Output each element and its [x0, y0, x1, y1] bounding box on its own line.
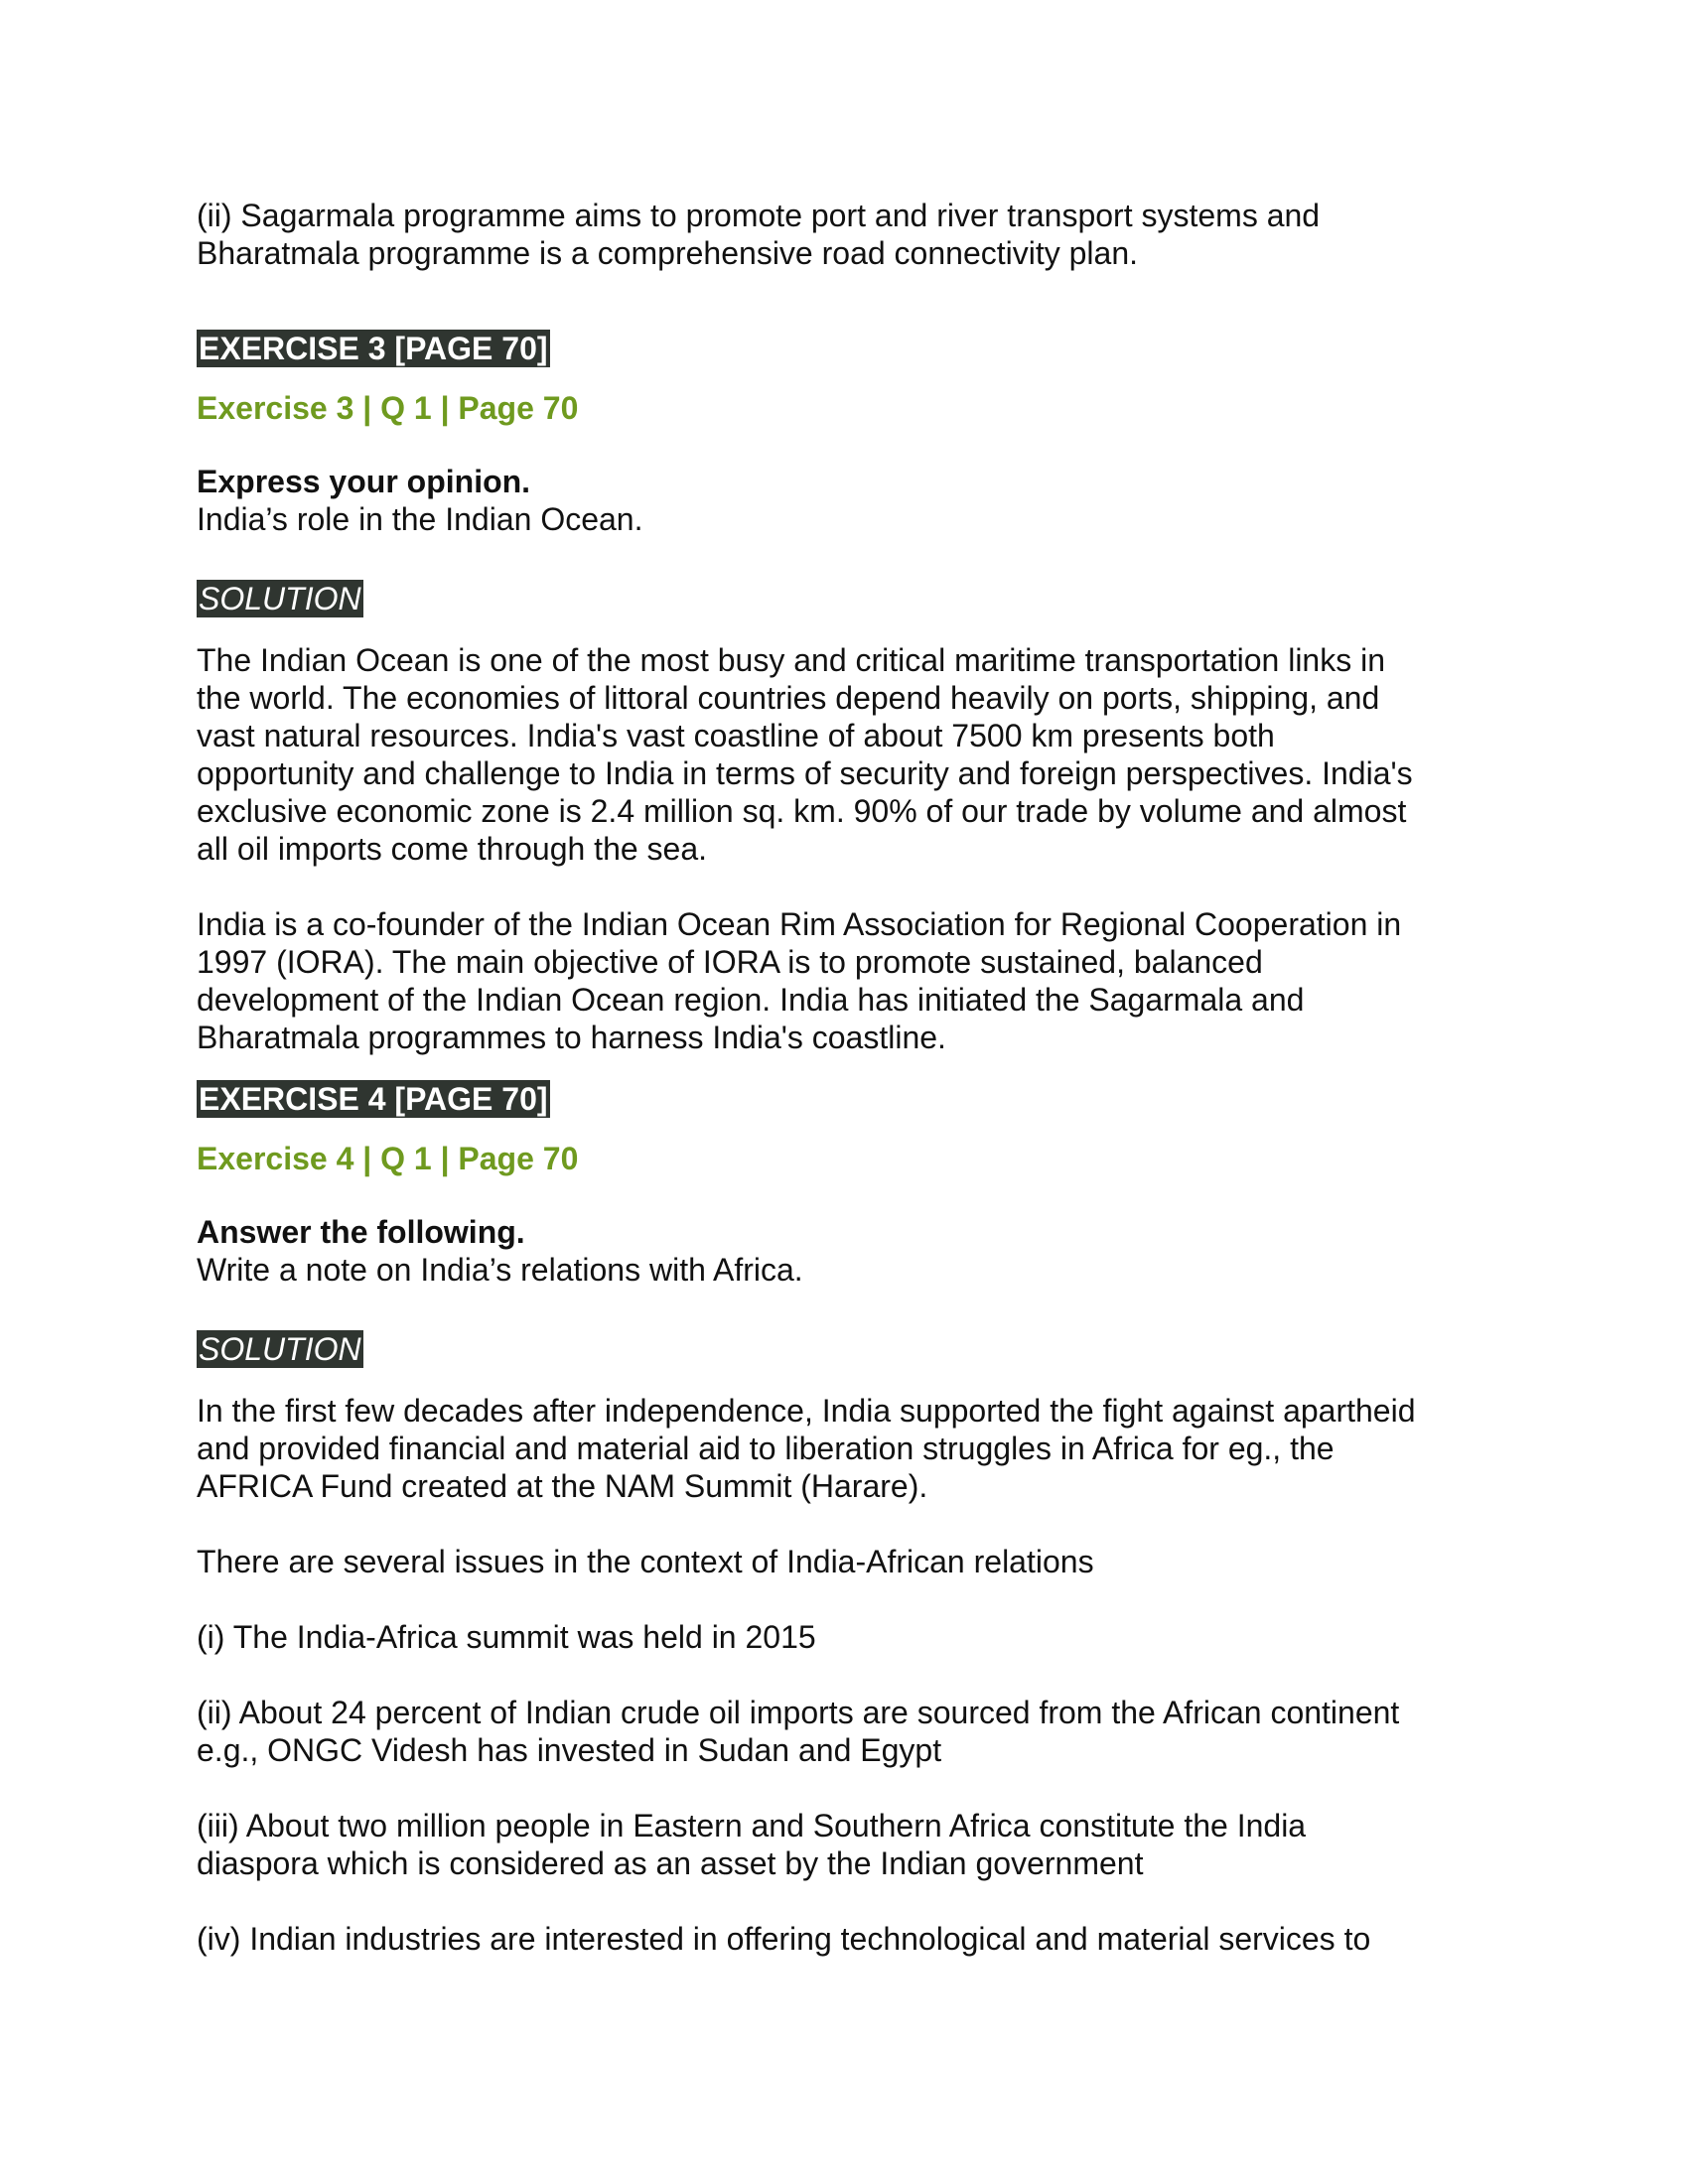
- question-reference: Exercise 3 | Q 1 | Page 70: [197, 390, 579, 426]
- exercise-header-label: EXERCISE 4 [PAGE 70]: [199, 1081, 548, 1117]
- text-line: (ii) Sagarmala programme aims to promote port and river transport systems and: [197, 198, 1321, 233]
- exercise-header-label: EXERCISE 3 [PAGE 70]: [199, 331, 548, 366]
- question-title: Express your opinion.: [197, 464, 531, 499]
- exercise-4-solution-para-2: [197, 1543, 1487, 1580]
- text-line: The Indian Ocean is one of the most busy and critical maritime transportation links in: [197, 642, 1386, 678]
- point-3: [197, 1807, 1487, 1882]
- exercise-4-header: [197, 1080, 1487, 1118]
- exercise-4-question: [197, 1213, 1487, 1289]
- exercise-3-solution-para-1: [197, 641, 1487, 868]
- point-4: [197, 1920, 1487, 1958]
- text-line: (iv) Indian industries are interested in offering technological and material services to: [197, 1921, 1371, 1957]
- solution-label: SOLUTION: [199, 1331, 361, 1367]
- solution-label: SOLUTION: [199, 581, 361, 616]
- text-line: (i) The India-Africa summit was held in 2015: [197, 1619, 816, 1655]
- text-line: 1997 (IORA). The main objective of IORA is to promote sustained, balanced: [197, 944, 1263, 980]
- question-text: Write a note on India’s relations with Africa.: [197, 1252, 803, 1288]
- text-line: There are several issues in the context of India-African relations: [197, 1544, 1094, 1579]
- exercise-4-reference: [197, 1140, 1487, 1177]
- top-paragraph: [197, 197, 1487, 272]
- exercise-4-solution-label: [197, 1330, 1487, 1368]
- text-line: and provided financial and material aid to liberation struggles in Africa for eg., the: [197, 1431, 1335, 1466]
- text-line: In the first few decades after independence, India supported the fight against apartheid: [197, 1393, 1416, 1429]
- text-line: e.g., ONGC Videsh has invested in Sudan and Egypt: [197, 1732, 942, 1768]
- text-line: India is a co-founder of the Indian Ocean Rim Association for Regional Cooperation in: [197, 906, 1402, 942]
- point-1: [197, 1618, 1487, 1656]
- text-line: Bharatmala programme is a comprehensive road connectivity plan.: [197, 235, 1139, 271]
- text-line: Bharatmala programmes to harness India's coastline.: [197, 1020, 946, 1055]
- text-line: diaspora which is considered as an asset by the Indian government: [197, 1845, 1144, 1881]
- text-line: AFRICA Fund created at the NAM Summit (Harare).: [197, 1468, 928, 1504]
- exercise-3-solution-label: [197, 580, 1487, 617]
- exercise-3-question: [197, 463, 1487, 538]
- text-line: (ii) About 24 percent of Indian crude oil imports are sourced from the African continent: [197, 1695, 1400, 1730]
- exercise-3-reference: [197, 389, 1487, 427]
- exercise-3-solution-para-2: [197, 905, 1487, 1056]
- exercise-4-solution-para-1: [197, 1392, 1487, 1505]
- exercise-3-header: [197, 330, 1487, 367]
- text-line: the world. The economies of littoral countries depend heavily on ports, shipping, and: [197, 680, 1380, 716]
- question-title: Answer the following.: [197, 1214, 525, 1250]
- point-2: [197, 1694, 1487, 1769]
- question-reference: Exercise 4 | Q 1 | Page 70: [197, 1141, 579, 1176]
- text-line: opportunity and challenge to India in terms of security and foreign perspectives. India's: [197, 755, 1413, 791]
- text-line: vast natural resources. India's vast coastline of about 7500 km presents both: [197, 718, 1275, 753]
- text-line: all oil imports come through the sea.: [197, 831, 708, 867]
- question-text: India’s role in the Indian Ocean.: [197, 501, 643, 537]
- text-line: (iii) About two million people in Eastern and Southern Africa constitute the India: [197, 1808, 1307, 1843]
- text-line: development of the Indian Ocean region. India has initiated the Sagarmala and: [197, 982, 1305, 1018]
- text-line: exclusive economic zone is 2.4 million sq. km. 90% of our trade by volume and almost: [197, 793, 1407, 829]
